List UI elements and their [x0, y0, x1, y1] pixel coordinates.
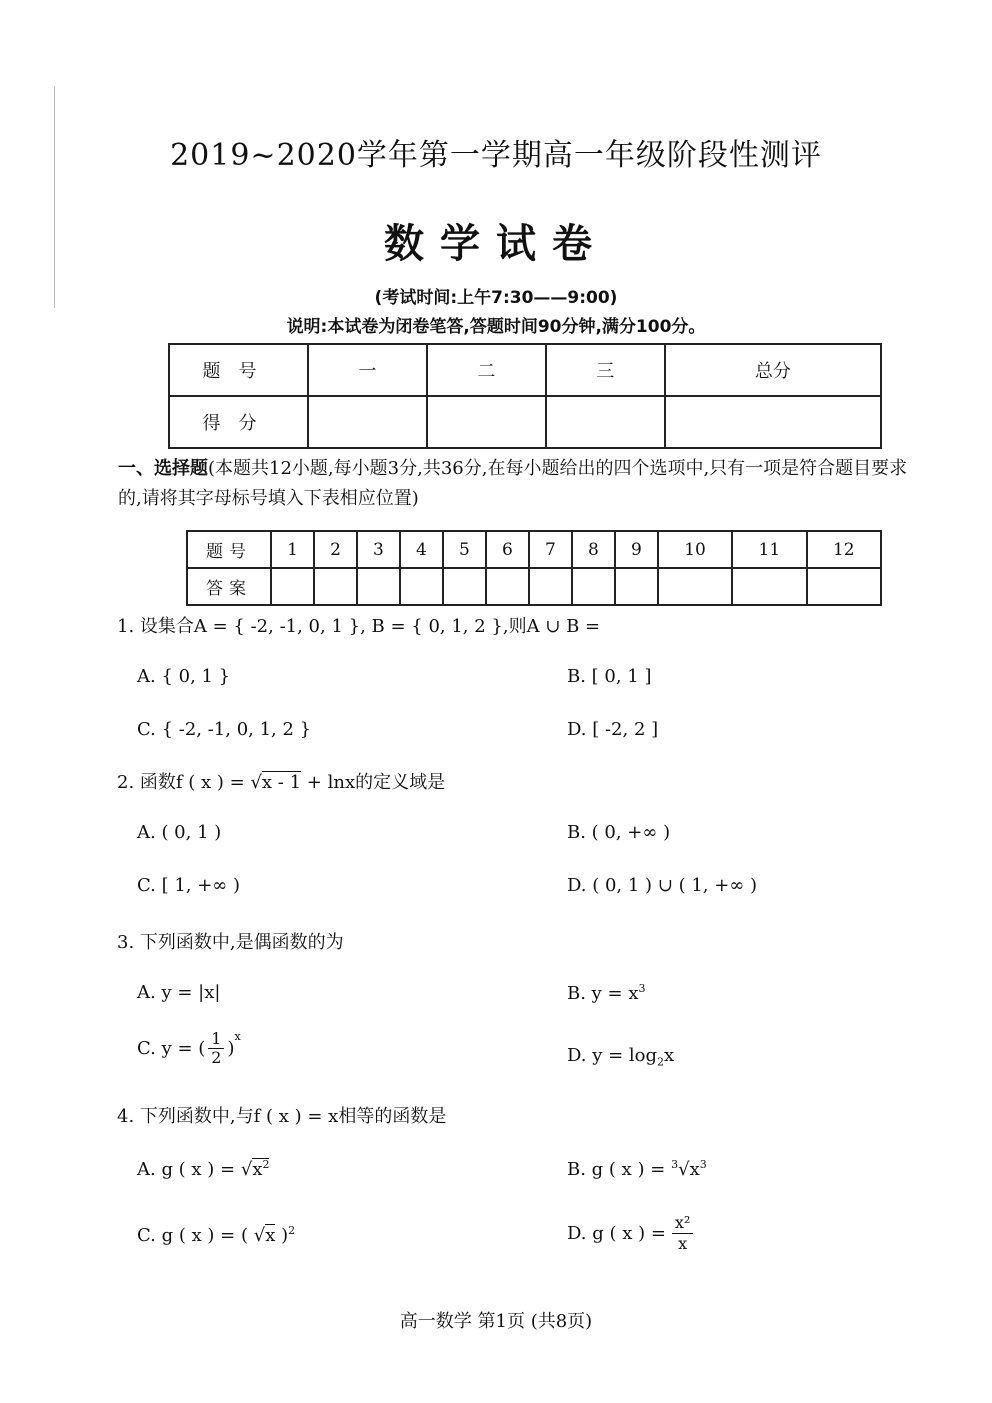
- answer-number-label: 题号: [187, 531, 271, 568]
- answer-number: 8: [572, 531, 615, 568]
- question-4-option-c-post: ): [275, 1225, 289, 1246]
- question-3-option-b-base: B. y = x: [567, 983, 639, 1004]
- score-table-header-row: [169, 344, 881, 396]
- question-2-option-d: D. ( 0, 1 ) ∪ ( 1, +∞ ): [567, 875, 758, 896]
- exam-instructions: 说明:本试卷为闭卷笔答,答题时间90分钟,满分100分。: [286, 317, 706, 337]
- question-2-option-c: C. [ 1, +∞ ): [137, 875, 241, 896]
- question-3-option-c: [137, 1030, 241, 1067]
- question-4-option-b-pre: B. g ( x ) =: [567, 1159, 672, 1180]
- question-4-option-b-exponent: 3: [699, 1158, 707, 1171]
- score-header-part-1: 一: [308, 344, 427, 396]
- question-4-option-d-denominator: x: [678, 1234, 688, 1253]
- question-4-option-c: [137, 1224, 295, 1246]
- answer-cell[interactable]: [400, 568, 443, 605]
- question-4-option-a-pre: A. g ( x ) = √: [137, 1159, 253, 1180]
- question-1-option-d: D. [ -2, 2 ]: [567, 719, 659, 740]
- answer-cell[interactable]: [732, 568, 806, 605]
- question-1-option-b: B. [ 0, 1 ]: [567, 666, 652, 687]
- question-4-option-a-radicand-base: x: [252, 1159, 263, 1180]
- answer-number: 1: [271, 531, 314, 568]
- page-footer: 高一数学 第1页 (共8页): [399, 1311, 593, 1332]
- question-4-option-d-numerator: x²: [672, 1213, 693, 1234]
- question-4-option-a-exponent: 2: [262, 1158, 270, 1171]
- score-header-part-3: 三: [546, 344, 665, 396]
- question-2-stem: [117, 768, 445, 794]
- subject-title: 数学试卷: [384, 221, 608, 267]
- score-header-total: 总分: [665, 344, 881, 396]
- answer-number: 7: [529, 531, 572, 568]
- question-4-option-b: [567, 1158, 707, 1180]
- question-3-option-c-post: ): [227, 1038, 235, 1059]
- answer-cell[interactable]: [443, 568, 486, 605]
- answer-cell[interactable]: [807, 568, 881, 605]
- question-2-stem-post: + lnx的定义域是: [301, 772, 446, 793]
- question-4-option-c-pre: C. g ( x ) = ( √: [137, 1225, 266, 1246]
- answer-cell[interactable]: [615, 568, 658, 605]
- question-3-option-b-exponent: 3: [638, 982, 646, 995]
- question-1-stem: 1. 设集合A = { -2, -1, 0, 1 }, B = { 0, 1, 2 },则A ∪ B =: [117, 616, 601, 637]
- question-3-stem: 3. 下列函数中,是偶函数的为: [117, 932, 344, 953]
- answer-cell[interactable]: [314, 568, 357, 605]
- question-2-radicand: x - 1: [261, 772, 302, 793]
- score-row-label: 得分: [169, 396, 308, 448]
- answer-number: 12: [807, 531, 881, 568]
- answer-cell[interactable]: [271, 568, 314, 605]
- answer-cell[interactable]: [357, 568, 400, 605]
- question-4-option-d-pre: D. g ( x ) =: [567, 1223, 666, 1244]
- answer-row-label: 答案: [187, 568, 271, 605]
- question-4-option-d-fraction: [672, 1213, 693, 1254]
- question-2-stem-pre: 2. 函数f ( x ) = √: [117, 772, 262, 793]
- question-4-option-c-exponent: 2: [288, 1224, 296, 1237]
- question-1-option-c: C. { -2, -1, 0, 1, 2 }: [137, 719, 312, 740]
- answer-cell[interactable]: [572, 568, 615, 605]
- score-cell-total[interactable]: [665, 396, 881, 448]
- question-4-option-d: [567, 1213, 693, 1254]
- question-3-option-d: [567, 1045, 674, 1069]
- exam-time: (考试时间:上午7:30——9:00): [374, 288, 618, 308]
- answer-cell[interactable]: [486, 568, 529, 605]
- answer-number: 6: [486, 531, 529, 568]
- binding-margin-line: [54, 86, 55, 308]
- question-3-option-d-post: x: [664, 1045, 675, 1066]
- score-table-score-row: [169, 396, 881, 448]
- question-3-option-c-denominator: 2: [211, 1048, 222, 1067]
- question-3-option-a: A. y = |x|: [137, 982, 221, 1003]
- score-table: [168, 343, 882, 449]
- question-1-option-a: A. { 0, 1 }: [137, 666, 231, 687]
- question-4-option-a-radicand: [252, 1158, 269, 1180]
- score-header-part-2: 二: [427, 344, 546, 396]
- question-2-option-a: A. ( 0, 1 ): [137, 822, 222, 843]
- section-1-instructions: [118, 454, 926, 514]
- answer-number: 11: [732, 531, 806, 568]
- answer-table-number-row: [187, 531, 881, 568]
- question-4-option-c-radicand: x: [265, 1225, 276, 1246]
- question-4-option-b-root-index: 3: [671, 1158, 679, 1171]
- section-1-description: (本题共12小题,每小题3分,共36分,在每小题给出的四个选项中,只有一项是符合题目要求的,请将其字母标号填入下表相应位置): [118, 458, 908, 509]
- answer-number: 2: [314, 531, 357, 568]
- question-4-option-b-radical: √x: [678, 1159, 700, 1180]
- answer-number: 9: [615, 531, 658, 568]
- question-3-option-b: [567, 982, 646, 1004]
- question-4-option-a: [137, 1158, 269, 1180]
- answer-number: 10: [658, 531, 732, 568]
- answer-table-answer-row: [187, 568, 881, 605]
- section-1-heading: 一、选择题: [118, 458, 208, 479]
- question-3-option-c-fraction: [208, 1030, 224, 1067]
- score-cell-3[interactable]: [546, 396, 665, 448]
- score-cell-1[interactable]: [308, 396, 427, 448]
- exam-title: 2019~2020学年第一学期高一年级阶段性测评: [170, 138, 822, 173]
- question-3-option-d-base: 2: [657, 1055, 665, 1069]
- answer-number: 4: [400, 531, 443, 568]
- answer-number: 5: [443, 531, 486, 568]
- answer-table: [186, 530, 882, 606]
- question-2-option-b: B. ( 0, +∞ ): [567, 822, 671, 843]
- score-header-label: 题号: [169, 344, 308, 396]
- answer-cell[interactable]: [529, 568, 572, 605]
- question-3-option-c-numerator: 1: [208, 1030, 224, 1049]
- score-cell-2[interactable]: [427, 396, 546, 448]
- question-3-option-d-pre: D. y = log: [567, 1045, 658, 1066]
- answer-cell[interactable]: [658, 568, 732, 605]
- question-4-stem: 4. 下列函数中,与f ( x ) = x相等的函数是: [117, 1106, 447, 1127]
- answer-number: 3: [357, 531, 400, 568]
- question-3-option-c-exponent: x: [234, 1030, 241, 1043]
- question-3-option-c-pre: C. y = (: [137, 1038, 206, 1059]
